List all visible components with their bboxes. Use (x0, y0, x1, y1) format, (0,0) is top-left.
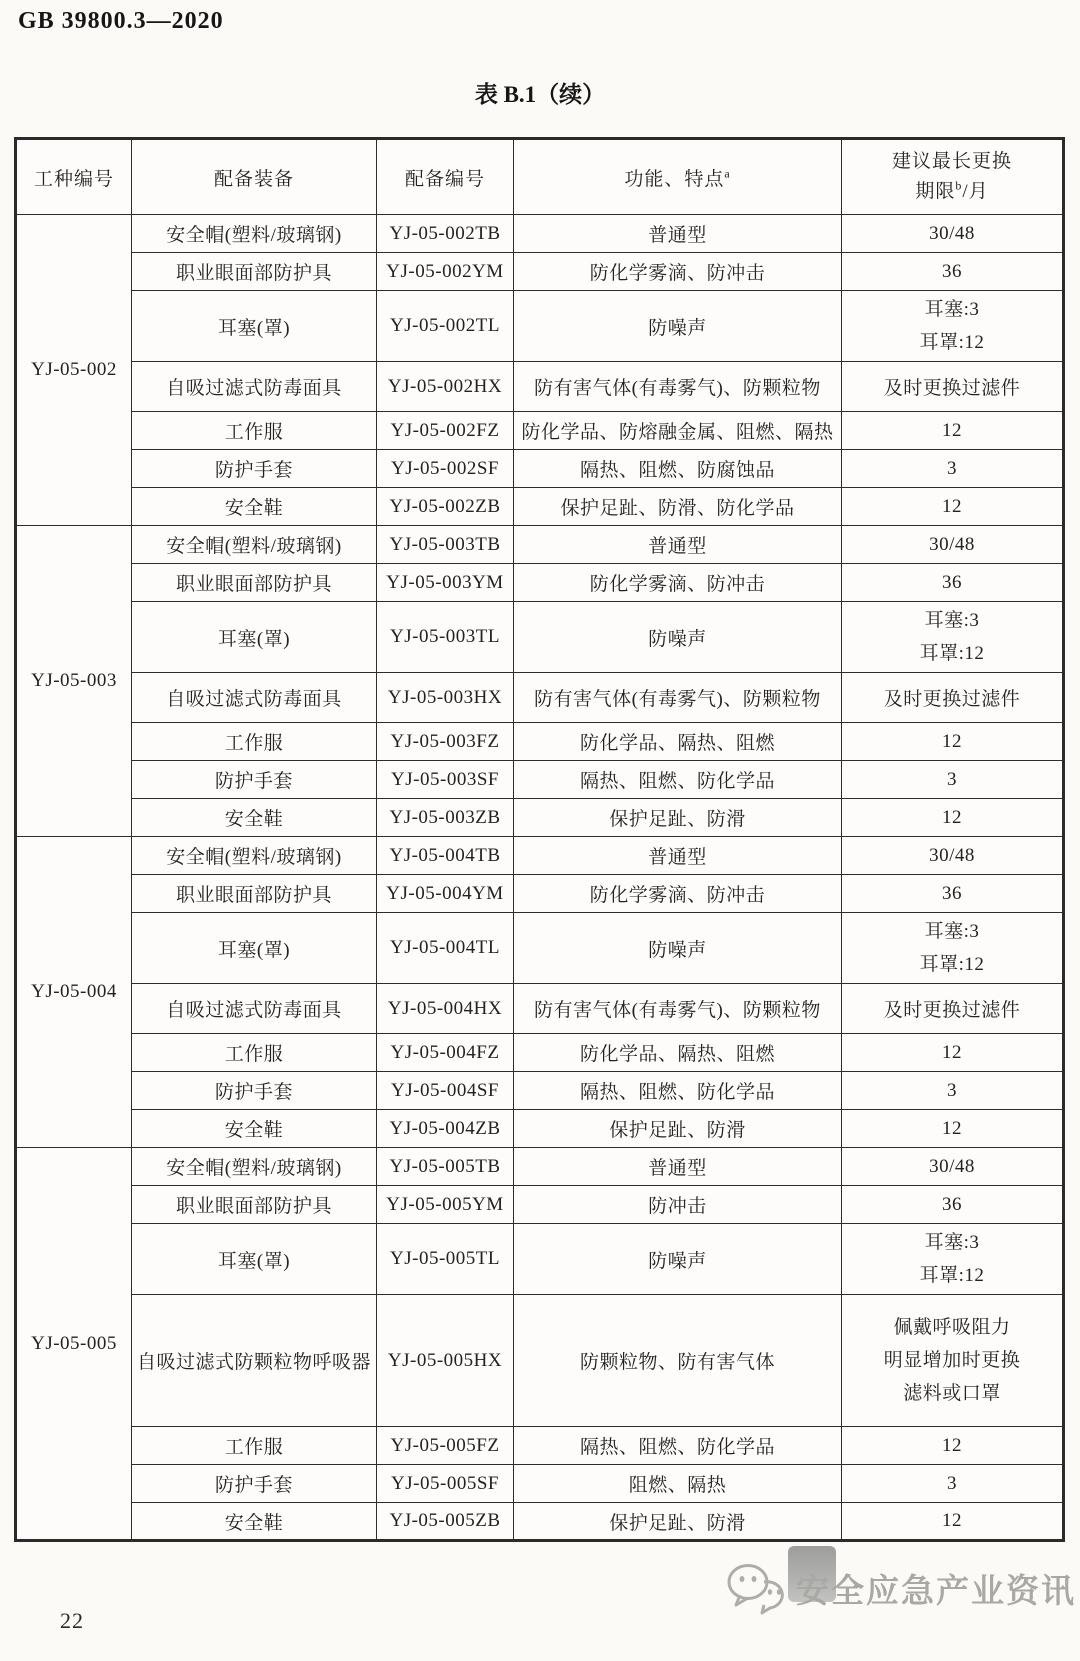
features-cell: 防噪声 (514, 1224, 842, 1295)
code-cell: YJ-05-005HX (377, 1295, 514, 1427)
equipment-cell: 安全帽(塑料/玻璃钢) (132, 1148, 377, 1186)
table-row (16, 215, 1064, 253)
table-row (16, 1427, 1064, 1465)
features-cell: 保护足趾、防滑 (514, 1110, 842, 1148)
table-row (16, 1034, 1064, 1072)
period-cell: 12 (842, 1110, 1064, 1148)
equipment-cell: 防护手套 (132, 1465, 377, 1503)
equipment-cell: 工作服 (132, 412, 377, 450)
features-cell: 隔热、阻燃、防化学品 (514, 1427, 842, 1465)
code-cell: YJ-05-003YM (377, 564, 514, 602)
period-cell (842, 913, 1064, 984)
code-cell: YJ-05-003TB (377, 526, 514, 564)
period-cell: 3 (842, 1072, 1064, 1110)
features-cell: 防化学雾滴、防冲击 (514, 253, 842, 291)
period-header-line1: 建议最长更换 (891, 151, 1012, 172)
table-row (16, 564, 1064, 602)
watermark-text: 安全应急产业资讯 (796, 1573, 1076, 1610)
col-header-worker-code: 工种编号 (16, 139, 132, 215)
features-cell: 防化学雾滴、防冲击 (514, 875, 842, 913)
period-header-footnote-mark: b (955, 178, 963, 193)
period-header-line2 (846, 177, 1058, 207)
code-cell: YJ-05-002SF (377, 450, 514, 488)
period-cell: 12 (842, 1427, 1064, 1465)
features-cell: 防颗粒物、防有害气体 (514, 1295, 842, 1427)
equipment-cell: 防护手套 (132, 761, 377, 799)
code-cell: YJ-05-004HX (377, 984, 514, 1034)
code-cell: YJ-05-003SF (377, 761, 514, 799)
equipment-cell: 安全鞋 (132, 799, 377, 837)
features-cell: 防噪声 (514, 602, 842, 673)
features-cell: 普通型 (514, 526, 842, 564)
period-cell (842, 1295, 1064, 1427)
features-cell: 普通型 (514, 215, 842, 253)
ppe-equipment-table (14, 137, 1065, 1542)
wechat-icon (726, 1560, 788, 1616)
period-header-unit: /月 (962, 181, 989, 202)
equipment-cell: 工作服 (132, 1427, 377, 1465)
table-row (16, 1110, 1064, 1148)
table-title: 表 B.1（续） (474, 82, 606, 107)
code-cell: YJ-05-003HX (377, 673, 514, 723)
period-cell: 12 (842, 1034, 1064, 1072)
code-cell: YJ-05-004ZB (377, 1110, 514, 1148)
equipment-cell: 安全鞋 (132, 1110, 377, 1148)
features-cell: 保护足趾、防滑 (514, 1503, 842, 1541)
worker-code-cell: YJ-05-002 (16, 215, 132, 526)
equipment-cell: 耳塞(罩) (132, 291, 377, 362)
period-cell: 及时更换过滤件 (842, 984, 1064, 1034)
equipment-cell: 职业眼面部防护具 (132, 1186, 377, 1224)
equipment-cell: 安全帽(塑料/玻璃钢) (132, 215, 377, 253)
table-row (16, 253, 1064, 291)
period-header-label: 期限 (915, 181, 956, 202)
features-cell: 防有害气体(有毒雾气)、防颗粒物 (514, 673, 842, 723)
features-cell: 隔热、阻燃、防化学品 (514, 761, 842, 799)
table-row (16, 837, 1064, 875)
period-line: 耳罩:12 (919, 1265, 985, 1286)
table-row (16, 1224, 1064, 1295)
period-cell: 12 (842, 412, 1064, 450)
period-line: 耳塞:3 (924, 610, 980, 631)
period-line: 耳塞:3 (924, 299, 980, 320)
table-row (16, 1072, 1064, 1110)
features-header-footnote-mark: a (724, 166, 731, 181)
worker-code-cell: YJ-05-003 (16, 526, 132, 837)
col-header-equipment: 配备装备 (132, 139, 377, 215)
code-cell: YJ-05-003TL (377, 602, 514, 673)
header-row (16, 139, 1064, 215)
equipment-cell: 安全帽(塑料/玻璃钢) (132, 526, 377, 564)
table-row (16, 1148, 1064, 1186)
col-header-code: 配备编号 (377, 139, 514, 215)
period-cell: 及时更换过滤件 (842, 362, 1064, 412)
table-row (16, 412, 1064, 450)
features-cell: 保护足趾、防滑 (514, 799, 842, 837)
features-cell: 防冲击 (514, 1186, 842, 1224)
table-row (16, 875, 1064, 913)
equipment-cell: 自吸过滤式防毒面具 (132, 362, 377, 412)
page-number: 22 (60, 1608, 84, 1633)
equipment-cell: 安全帽(塑料/玻璃钢) (132, 837, 377, 875)
period-cell (842, 291, 1064, 362)
features-cell: 防有害气体(有毒雾气)、防颗粒物 (514, 984, 842, 1034)
period-cell: 30/48 (842, 1148, 1064, 1186)
features-cell: 防化学品、隔热、阻燃 (514, 723, 842, 761)
features-cell: 普通型 (514, 837, 842, 875)
table-row (16, 1503, 1064, 1541)
features-cell: 隔热、阻燃、防腐蚀品 (514, 450, 842, 488)
equipment-cell: 安全鞋 (132, 488, 377, 526)
period-cell: 12 (842, 799, 1064, 837)
period-cell: 12 (842, 488, 1064, 526)
code-cell: YJ-05-005TB (377, 1148, 514, 1186)
equipment-cell: 防护手套 (132, 1072, 377, 1110)
features-cell: 防有害气体(有毒雾气)、防颗粒物 (514, 362, 842, 412)
code-cell: YJ-05-003FZ (377, 723, 514, 761)
period-cell: 3 (842, 761, 1064, 799)
table-row (16, 291, 1064, 362)
features-cell: 阻燃、隔热 (514, 1465, 842, 1503)
features-cell: 防噪声 (514, 913, 842, 984)
code-cell: YJ-05-004FZ (377, 1034, 514, 1072)
period-line: 耳塞:3 (924, 1232, 980, 1253)
standard-number: GB 39800.3—2020 (18, 8, 224, 34)
code-cell: YJ-05-004TB (377, 837, 514, 875)
equipment-cell: 职业眼面部防护具 (132, 564, 377, 602)
period-cell: 及时更换过滤件 (842, 673, 1064, 723)
period-cell: 30/48 (842, 526, 1064, 564)
table-row (16, 362, 1064, 412)
table-row (16, 673, 1064, 723)
code-cell: YJ-05-005FZ (377, 1427, 514, 1465)
code-cell: YJ-05-002YM (377, 253, 514, 291)
equipment-cell: 自吸过滤式防毒面具 (132, 984, 377, 1034)
equipment-cell: 工作服 (132, 723, 377, 761)
features-header-label: 功能、特点 (624, 168, 725, 190)
worker-code-cell: YJ-05-004 (16, 837, 132, 1148)
table-row (16, 1465, 1064, 1503)
features-cell: 普通型 (514, 1148, 842, 1186)
code-cell: YJ-05-005YM (377, 1186, 514, 1224)
period-line: 耳罩:12 (919, 643, 985, 664)
table-row (16, 984, 1064, 1034)
period-cell: 3 (842, 1465, 1064, 1503)
equipment-cell: 耳塞(罩) (132, 602, 377, 673)
period-line: 明显增加时更换 (883, 1350, 1021, 1371)
features-cell: 防化学品、防熔融金属、阻燃、隔热 (514, 412, 842, 450)
code-cell: YJ-05-005SF (377, 1465, 514, 1503)
period-cell: 36 (842, 253, 1064, 291)
code-cell: YJ-05-005ZB (377, 1503, 514, 1541)
equipment-cell: 自吸过滤式防毒面具 (132, 673, 377, 723)
features-cell: 保护足趾、防滑、防化学品 (514, 488, 842, 526)
period-line: 耳罩:12 (919, 954, 985, 975)
table-row (16, 761, 1064, 799)
col-header-period (842, 139, 1064, 215)
table-row (16, 1186, 1064, 1224)
period-line: 滤料或口罩 (903, 1383, 1001, 1404)
period-line: 耳塞:3 (924, 921, 980, 942)
table-row (16, 799, 1064, 837)
table-row (16, 526, 1064, 564)
period-cell (842, 1224, 1064, 1295)
table-row (16, 488, 1064, 526)
code-cell: YJ-05-003ZB (377, 799, 514, 837)
period-cell: 12 (842, 1503, 1064, 1541)
equipment-cell: 耳塞(罩) (132, 913, 377, 984)
period-cell: 36 (842, 1186, 1064, 1224)
table-row (16, 1295, 1064, 1427)
features-cell: 防化学雾滴、防冲击 (514, 564, 842, 602)
period-cell: 30/48 (842, 837, 1064, 875)
table-row (16, 913, 1064, 984)
equipment-cell: 职业眼面部防护具 (132, 875, 377, 913)
worker-code-cell: YJ-05-005 (16, 1148, 132, 1541)
col-header-features (514, 139, 842, 215)
period-cell: 36 (842, 564, 1064, 602)
code-cell: YJ-05-002HX (377, 362, 514, 412)
code-cell: YJ-05-004SF (377, 1072, 514, 1110)
watermark (726, 1560, 1076, 1616)
period-cell: 3 (842, 450, 1064, 488)
period-cell (842, 602, 1064, 673)
equipment-cell: 防护手套 (132, 450, 377, 488)
equipment-cell: 自吸过滤式防颗粒物呼吸器 (132, 1295, 377, 1427)
code-cell: YJ-05-004YM (377, 875, 514, 913)
equipment-cell: 工作服 (132, 1034, 377, 1072)
table-row (16, 450, 1064, 488)
equipment-cell: 耳塞(罩) (132, 1224, 377, 1295)
code-cell: YJ-05-002ZB (377, 488, 514, 526)
code-cell: YJ-05-004TL (377, 913, 514, 984)
features-cell: 隔热、阻燃、防化学品 (514, 1072, 842, 1110)
period-cell: 30/48 (842, 215, 1064, 253)
period-line: 耳罩:12 (919, 332, 985, 353)
code-cell: YJ-05-002FZ (377, 412, 514, 450)
code-cell: YJ-05-002TL (377, 291, 514, 362)
features-cell: 防噪声 (514, 291, 842, 362)
equipment-cell: 安全鞋 (132, 1503, 377, 1541)
equipment-cell: 职业眼面部防护具 (132, 253, 377, 291)
period-cell: 36 (842, 875, 1064, 913)
code-cell: YJ-05-002TB (377, 215, 514, 253)
period-line: 佩戴呼吸阻力 (893, 1317, 1011, 1338)
table-row (16, 723, 1064, 761)
code-cell: YJ-05-005TL (377, 1224, 514, 1295)
features-cell: 防化学品、隔热、阻燃 (514, 1034, 842, 1072)
table-row (16, 602, 1064, 673)
period-cell: 12 (842, 723, 1064, 761)
